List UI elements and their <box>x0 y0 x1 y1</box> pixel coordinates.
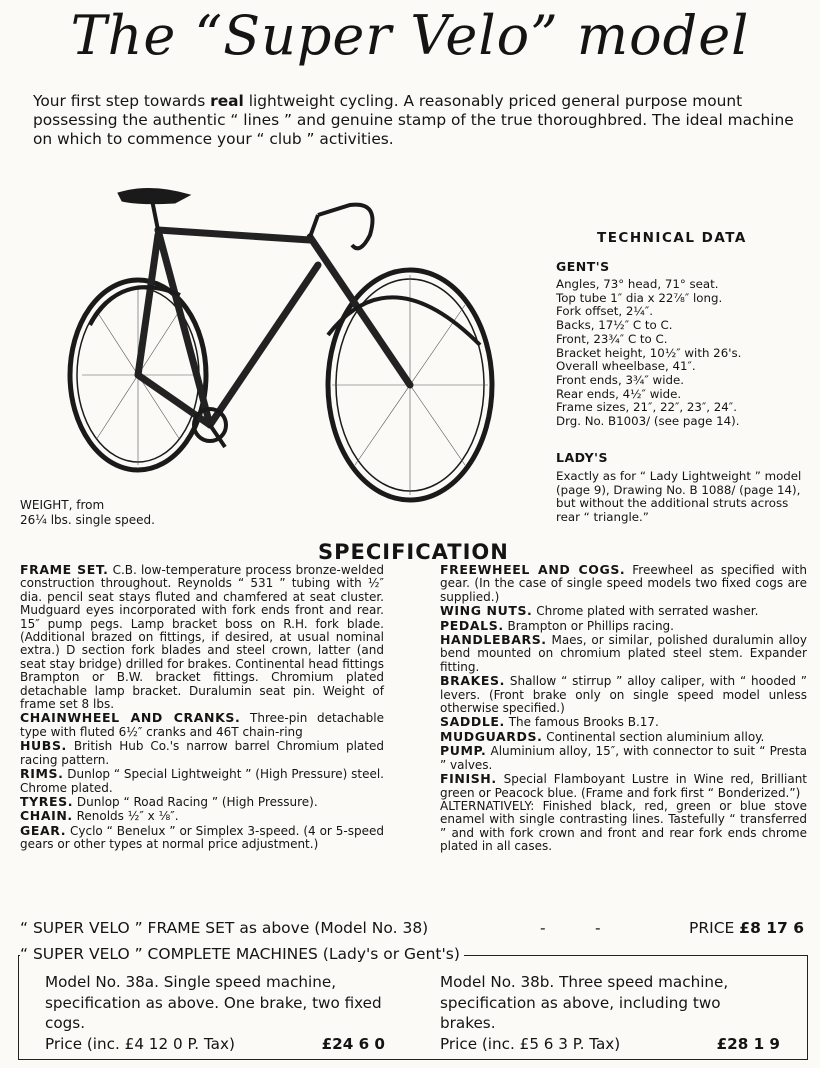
gents-data-list <box>556 278 816 429</box>
model-tax: Price (inc. £5 6 3 P. Tax) <box>440 1034 621 1053</box>
spec-label: FINISH. <box>440 771 497 787</box>
spec-label: RIMS. <box>20 766 64 782</box>
intro-bold: real <box>210 92 244 110</box>
intro-end: lightweight cycling. A reasonably priced general purpose mount possessing the authentic “ lines ” and genuine stamp of the true thoroughbred. The ideal machine on which to commence your “ club ” activities. <box>33 92 794 148</box>
spec-text: Chrome plated with serrated washer. <box>532 604 759 619</box>
spec-text: Shallow “ stirrup ” alloy caliper, with “ hooded ” levers. (Front brake only on single speed model unless otherwise specified.) <box>440 674 807 716</box>
gents-item: Overall wheelbase, 41″. <box>556 359 696 374</box>
frame-set-price-row <box>20 919 810 937</box>
spec-label: CHAIN. <box>20 808 73 824</box>
spec-text: Special Flamboyant Lustre in Wine red, Brilliant green or Peacock blue. (Frame and fork first “ Bonderized.”) <box>440 772 807 800</box>
model-price: £24 6 0 <box>321 1034 385 1053</box>
model-description: Model No. 38a. Single speed machine, specification as above. One brake, two fixed cogs. <box>45 973 382 1032</box>
ladys-heading: LADY'S <box>556 450 608 465</box>
spec-label: GEAR. <box>20 822 67 838</box>
spec-item <box>440 633 807 674</box>
spec-item <box>440 772 807 800</box>
spec-label: HUBS. <box>20 738 67 754</box>
gents-item: Front, 23¾″ C to C. <box>556 331 668 346</box>
spec-item <box>20 824 384 852</box>
separator-dash: - <box>540 919 546 937</box>
model-38a <box>45 972 385 1054</box>
model-38b <box>440 972 780 1054</box>
spec-label: WING NUTS. <box>440 603 533 619</box>
spec-item <box>440 730 807 744</box>
gents-item: Angles, 73° head, 71° seat. <box>556 277 719 291</box>
spec-label: PUMP. <box>440 743 487 759</box>
model-price: £28 1 9 <box>716 1034 780 1053</box>
intro-start: Your first step towards <box>33 92 211 110</box>
spec-text: ALTERNATIVELY: Finished black, red, green or blue stove enamel with single contrasting lines. Tastefully “ transferred ” and with fork crown and front and rear fork ends chrome plated in all cases. <box>440 798 807 854</box>
weight-line-2: 26¼ lbs. single speed. <box>20 513 155 527</box>
spec-label: CHAINWHEEL AND CRANKS. <box>20 710 241 726</box>
spec-item <box>440 800 807 854</box>
frame-set-price <box>689 919 804 937</box>
bicycle-illustration <box>60 175 500 515</box>
spec-right-column <box>440 563 807 854</box>
spec-text: The famous Brooks B.17. <box>504 715 659 730</box>
spec-label: HANDLEBARS. <box>440 632 547 648</box>
spec-label: FRAME SET. <box>20 562 109 577</box>
spec-item <box>440 604 807 618</box>
spec-text: Dunlop “ Road Racing ” (High Pressure). <box>73 794 318 809</box>
spec-item <box>440 744 807 772</box>
ladys-text: Exactly as for “ Lady Lightweight ” model (page 9), Drawing No. B 1088/ (page 14), but without the additional struts across rear “ triangle.” <box>556 469 802 525</box>
spec-item <box>20 739 384 767</box>
spec-left-column <box>20 563 384 852</box>
frame-set-label: “ SUPER VELO ” FRAME SET as above (Model No. 38) <box>20 919 429 937</box>
gents-item: Frame sizes, 21″, 22″, 23″, 24″. <box>556 400 737 415</box>
spec-text: C.B. low-temperature process bronze-welded construction throughout. Reynolds “ 531 ” tubing with ½″ dia. pencil seat stays fluted and chamfered at seat cluster. Mudguard eyes incorporated with fork ends front and rear. 15″ pump pegs. Lamp bracket boss on R.H. fork blade. (Additional brazed on fittings, if desired, at usual nominal extra.) D section fork blades and steel crown, latter (and seat stay bridge) drilled for brakes. Continental head fittings Brampton or B.W. bracket fittings. Chromium plated detachable lamp bracket. Duralumin seat pin. Weight of frame set 8 lbs. <box>20 563 384 712</box>
spec-label: TYRES. <box>20 793 74 809</box>
gents-item: Fork offset, 2¼″. <box>556 304 653 319</box>
spec-label: MUDGUARDS. <box>440 728 543 744</box>
spec-text: Three-pin detachable type with fluted 6½″ cranks and 46T chain-ring <box>20 711 384 739</box>
spec-label: BRAKES. <box>440 673 506 689</box>
spec-item <box>20 767 384 795</box>
technical-data-heading: TECHNICAL DATA <box>597 230 747 246</box>
spec-item <box>440 715 807 729</box>
spec-item <box>20 795 384 809</box>
spec-item <box>440 563 807 604</box>
price-label: PRICE <box>689 919 740 937</box>
spec-text: Freewheel as specified with gear. (In the case of single speed models two fixed cogs are supplied.) <box>440 563 807 604</box>
specification-heading: SPECIFICATION <box>318 540 509 564</box>
page-title: The “Super Velo” model <box>70 4 750 67</box>
weight-note <box>20 498 220 528</box>
spec-item <box>20 809 384 823</box>
spec-text: Aluminium alloy, 15″, with connector to suit “ Presta ” valves. <box>440 744 807 772</box>
spec-text: Maes, or similar, polished duralumin alloy bend mounted on chromium plated steel stem. Expander fitting. <box>440 633 807 674</box>
spec-text: Continental section aluminium alloy. <box>542 729 765 744</box>
price-value: £8 17 6 <box>739 919 804 937</box>
spec-item <box>440 619 807 633</box>
model-price-line <box>440 1034 780 1055</box>
spec-label: PEDALS. <box>440 617 504 633</box>
spec-text: Dunlop “ Special Lightweight ” (High Pressure) steel. Chrome plated. <box>20 767 384 795</box>
gents-heading: GENT'S <box>556 259 610 274</box>
weight-line-1: WEIGHT, from <box>20 498 105 512</box>
gents-item: Front ends, 3¾″ wide. <box>556 372 684 387</box>
spec-text: Cyclo “ Benelux ” or Simplex 3-speed. (4 or 5-speed gears or other types at normal price adjustment.) <box>20 823 384 852</box>
spec-label: SADDLE. <box>440 714 505 730</box>
gents-item: Backs, 17½″ C to C. <box>556 318 673 333</box>
spec-text: Brampton or Phillips racing. <box>503 618 674 633</box>
separator-dash: - <box>595 919 601 937</box>
model-tax: Price (inc. £4 12 0 P. Tax) <box>45 1034 235 1053</box>
spec-item <box>20 711 384 739</box>
spec-text: Renolds ½″ x ⅛″. <box>72 809 179 824</box>
gents-item: Drg. No. B1003/ (see page 14). <box>556 414 740 429</box>
gents-item: Top tube 1″ dia x 22⅞″ long. <box>556 290 723 305</box>
complete-machines-heading: “ SUPER VELO ” COMPLETE MACHINES (Lady's or Gent's) <box>20 945 464 963</box>
gents-item: Bracket height, 10½″ with 26's. <box>556 345 742 360</box>
model-description: Model No. 38b. Three speed machine, specification as above, including two brakes. <box>440 973 729 1032</box>
spec-item <box>20 563 384 711</box>
model-price-line <box>45 1034 385 1055</box>
spec-text: British Hub Co.'s narrow barrel Chromium plated racing pattern. <box>20 739 384 767</box>
spec-label: FREEWHEEL AND COGS. <box>440 562 626 577</box>
spec-item <box>440 674 807 715</box>
gents-item: Rear ends, 4½″ wide. <box>556 386 682 401</box>
intro-paragraph <box>33 92 813 149</box>
